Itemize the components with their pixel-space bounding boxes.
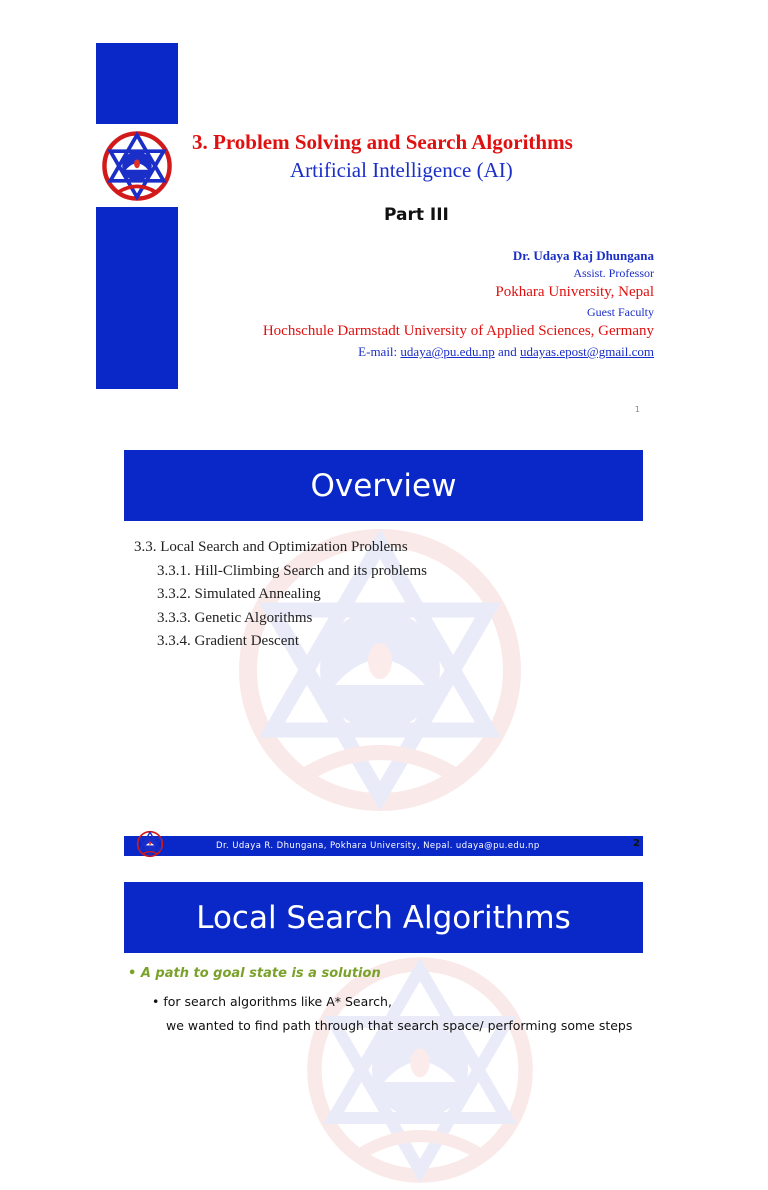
hochschule-name: Hochschule Darmstadt University of Applied Sciences, Germany: [262, 323, 654, 339]
bullet-tertiary: we wanted to find path through that search space/ performing some steps: [166, 1018, 633, 1033]
local-search-banner: [124, 882, 643, 953]
overview-banner: [124, 450, 643, 521]
pokhara-university-logo-icon: [100, 127, 174, 205]
list-item: 3.3.1. Hill-Climbing Search and its problems: [157, 562, 427, 579]
local-search-title: Local Search Algorithms: [196, 899, 571, 936]
overview-list: [134, 536, 427, 654]
email-line: [358, 344, 654, 360]
slide-subtitle: Artificial Intelligence (AI): [290, 158, 513, 182]
bullet-secondary: • for search algorithms like A* Search,: [152, 994, 392, 1009]
email-link-secondary[interactable]: udayas.epost@gmail.com: [520, 344, 654, 359]
slide-title: 3. Problem Solving and Search Algorithms: [192, 130, 573, 154]
email-link-primary[interactable]: udaya@pu.edu.np: [400, 344, 495, 359]
email-prefix: E-mail:: [358, 344, 401, 359]
watermark-logo-icon: [300, 950, 540, 1190]
email-and: and: [494, 344, 520, 359]
list-item: 3.3.2. Simulated Annealing: [157, 586, 321, 602]
author-role: Assist. Professor: [573, 266, 654, 280]
footer-text: Dr. Udaya R. Dhungana, Pokhara University, Nepal. udaya@pu.edu.np: [168, 836, 572, 856]
footer-logo-icon: [136, 829, 164, 859]
bullet-primary: • A path to goal state is a solution: [128, 966, 381, 981]
title-decor-bar-top: [96, 43, 178, 124]
part-label: Part III: [384, 205, 449, 225]
overview-title: Overview: [310, 467, 457, 504]
list-item: 3.3.3. Genetic Algorithms: [157, 609, 313, 626]
title-decor-bar-bottom: [96, 207, 178, 389]
slide-number: 1: [634, 405, 640, 414]
author-name: Dr. Udaya Raj Dhungana: [512, 248, 654, 263]
guest-faculty-label: Guest Faculty: [587, 305, 654, 319]
list-item: 3.3. Local Search and Optimization Problems: [134, 539, 408, 555]
slide-number: 2: [633, 838, 640, 849]
university-name: Pokhara University, Nepal: [495, 284, 654, 300]
list-item: 3.3.4. Gradient Descent: [157, 633, 300, 649]
